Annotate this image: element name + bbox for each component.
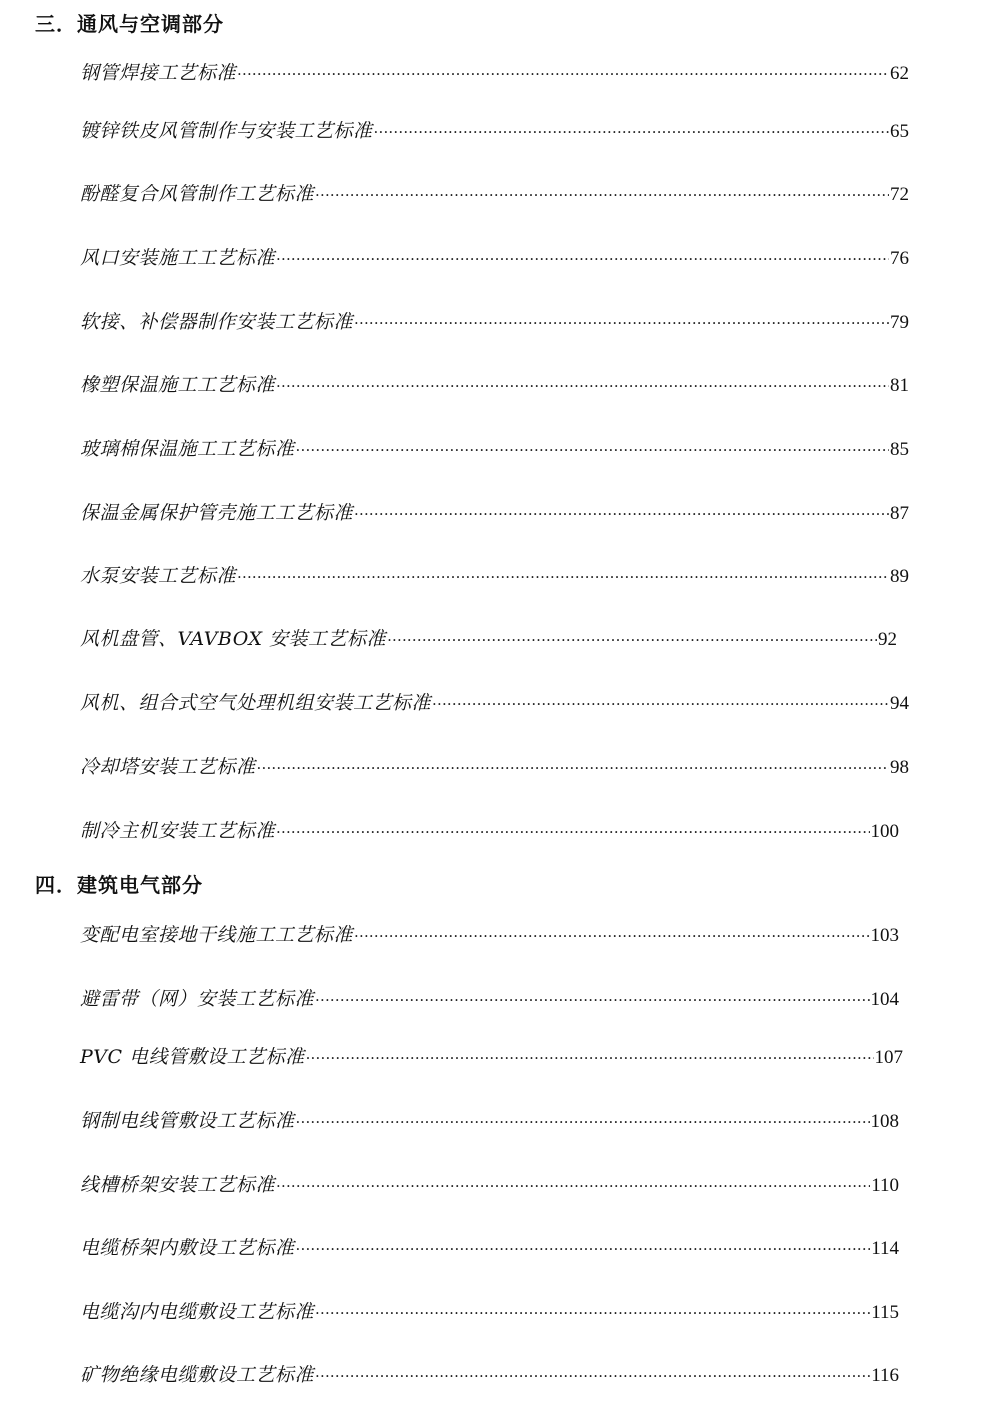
- leader-dots: [315, 182, 889, 208]
- leader-dots: [296, 1109, 870, 1135]
- toc-entry-page: 72: [890, 184, 909, 205]
- section-title-hvac: 三．通风与空调部分: [35, 12, 224, 36]
- leader-dots: [237, 564, 889, 590]
- toc-entry-page: 98: [890, 757, 909, 778]
- toc-entry-title: 保温金属保护管壳施工工艺标准: [80, 502, 354, 524]
- leader-dots: [354, 923, 869, 949]
- leader-dots: [276, 819, 869, 845]
- toc-entry-page: 100: [870, 821, 899, 842]
- toc-entry[interactable]: [80, 986, 899, 1012]
- leader-dots: [296, 1236, 871, 1262]
- leader-dots: [237, 61, 889, 87]
- toc-entry-title: 镀锌铁皮风管制作与安装工艺标准: [80, 120, 373, 142]
- toc-entry[interactable]: [80, 118, 909, 144]
- toc-entry[interactable]: [80, 60, 909, 86]
- toc-entry-title: 钢制电线管敷设工艺标准: [80, 1110, 295, 1132]
- toc-entry-title: 玻璃棉保温施工工艺标准: [80, 438, 295, 460]
- leader-dots: [432, 691, 889, 717]
- leader-dots: [315, 1300, 870, 1326]
- leader-dots: [276, 373, 889, 399]
- toc-entry-title: 电缆沟内电缆敷设工艺标准: [80, 1301, 315, 1323]
- toc-entry-title: 软接、补偿器制作安装工艺标准: [80, 311, 354, 333]
- leader-dots: [276, 1173, 870, 1199]
- toc-entry-page: 104: [870, 989, 899, 1010]
- toc-entry-page: 76: [890, 248, 909, 269]
- section-title-electrical: 四．建筑电气部分: [35, 873, 203, 897]
- leader-dots: [354, 501, 889, 527]
- leader-dots: [354, 310, 889, 336]
- toc-entry-title: 线槽桥架安装工艺标准: [80, 1174, 276, 1196]
- toc-entry-page: 110: [871, 1175, 899, 1196]
- toc-entry-page: 81: [890, 375, 909, 396]
- leader-dots: [374, 119, 889, 145]
- toc-entry[interactable]: [80, 690, 909, 716]
- leader-dots: [315, 1363, 870, 1389]
- toc-entry-title: 风机盘管、VAVBOX 安装工艺标准: [80, 628, 387, 650]
- toc-entry-page: 103: [870, 925, 899, 946]
- toc-entry-title: 避雷带（网）安装工艺标准: [80, 988, 315, 1010]
- toc-entry-title: 矿物绝缘电缆敷设工艺标准: [80, 1364, 315, 1386]
- toc-entry[interactable]: [80, 500, 909, 526]
- toc-entry-page: 65: [890, 121, 909, 142]
- toc-entry-page: 79: [890, 312, 909, 333]
- toc-entry[interactable]: [80, 1362, 899, 1388]
- toc-entry[interactable]: [80, 372, 909, 398]
- toc-entry-page: 87: [890, 503, 909, 524]
- toc-entry-title: 风口安装施工工艺标准: [80, 247, 276, 269]
- toc-entry-title: PVC 电线管敷设工艺标准: [80, 1046, 305, 1068]
- toc-entry[interactable]: [80, 754, 909, 780]
- toc-entry[interactable]: [80, 1044, 903, 1070]
- toc-entry[interactable]: [80, 309, 909, 335]
- toc-entry-title: 酚醛复合风管制作工艺标准: [80, 183, 315, 205]
- toc-entry-page: 62: [890, 63, 909, 84]
- toc-entry-title: 冷却塔安装工艺标准: [80, 756, 256, 778]
- toc-entry-page: 85: [890, 439, 909, 460]
- leader-dots: [387, 627, 877, 653]
- toc-entry-title: 制冷主机安装工艺标准: [80, 820, 276, 842]
- toc-entry-page: 108: [870, 1111, 899, 1132]
- toc-entry-page: 94: [890, 693, 909, 714]
- toc-entry-page: 115: [871, 1302, 899, 1323]
- toc-entry[interactable]: [80, 818, 899, 844]
- leader-dots: [276, 246, 889, 272]
- leader-dots: [257, 755, 889, 781]
- toc-entry-page: 114: [871, 1238, 899, 1259]
- toc-entry-page: 116: [871, 1365, 899, 1386]
- toc-entry[interactable]: [80, 1172, 899, 1198]
- toc-entry-page: 92: [878, 629, 897, 650]
- toc-entry[interactable]: [80, 1235, 899, 1261]
- toc-entry[interactable]: [80, 436, 909, 462]
- leader-dots: [296, 437, 889, 463]
- toc-entry-title: 橡塑保温施工工艺标准: [80, 374, 276, 396]
- leader-dots: [315, 987, 869, 1013]
- toc-entry-title: 电缆桥架内敷设工艺标准: [80, 1237, 295, 1259]
- toc-entry-title: 钢管焊接工艺标准: [80, 62, 237, 84]
- toc-entry[interactable]: [80, 181, 909, 207]
- toc-entry-page: 89: [890, 566, 909, 587]
- toc-entry-title: 风机、组合式空气处理机组安装工艺标准: [80, 692, 432, 714]
- toc-entry-page: 107: [874, 1047, 903, 1068]
- toc-entry[interactable]: [80, 1299, 899, 1325]
- toc-entry[interactable]: [80, 626, 897, 652]
- leader-dots: [306, 1045, 874, 1071]
- toc-entry-title: 水泵安装工艺标准: [80, 565, 237, 587]
- toc-entry[interactable]: [80, 245, 909, 271]
- toc-entry[interactable]: [80, 1108, 899, 1134]
- toc-entry[interactable]: [80, 922, 899, 948]
- toc-entry[interactable]: [80, 563, 909, 589]
- toc-entry-title: 变配电室接地干线施工工艺标准: [80, 924, 354, 946]
